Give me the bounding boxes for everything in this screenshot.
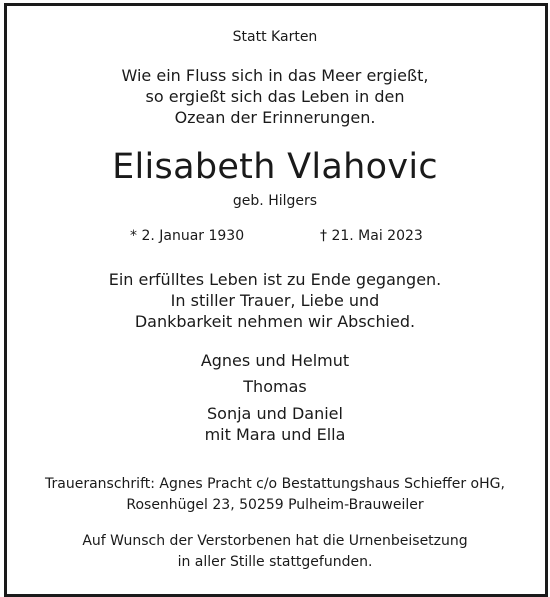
address-line-2: Rosenhügel 23, 50259 Pulheim-Brauweiler (126, 497, 424, 513)
poem-line-2: so ergießt sich das Leben in den (145, 87, 405, 106)
address-line-1: Traueranschrift: Agnes Pracht c/o Bestattungshaus Schieffer oHG, (45, 476, 505, 492)
deceased-name: Elisabeth Vlahovic (112, 147, 438, 187)
maiden-name: geb. Hilgers (232, 193, 318, 209)
message-line-1: Ein erfülltes Leben ist zu Ende gegangen. (108, 270, 442, 289)
death-date: † 21. Mai 2023 (320, 228, 423, 244)
closing-line-2: in aller Stille stattgefunden. (177, 554, 373, 570)
mourner-line-4: mit Mara und Ella (204, 425, 346, 444)
closing-line-1: Auf Wunsch der Verstorbenen hat die Urnenbeisetzung (82, 533, 468, 549)
mourner-line-2: Thomas (243, 377, 307, 396)
birth-date: * 2. Januar 1930 (130, 228, 245, 244)
header-text: Statt Karten (232, 29, 318, 45)
mourner-line-1: Agnes und Helmut (200, 351, 350, 370)
mourner-line-3: Sonja und Daniel (207, 404, 343, 423)
poem-line-3: Ozean der Erinnerungen. (174, 108, 376, 127)
message-line-2: In stiller Trauer, Liebe und (170, 291, 380, 310)
message-line-3: Dankbarkeit nehmen wir Abschied. (134, 312, 416, 331)
poem-line-1: Wie ein Fluss sich in das Meer ergießt, (121, 66, 429, 85)
